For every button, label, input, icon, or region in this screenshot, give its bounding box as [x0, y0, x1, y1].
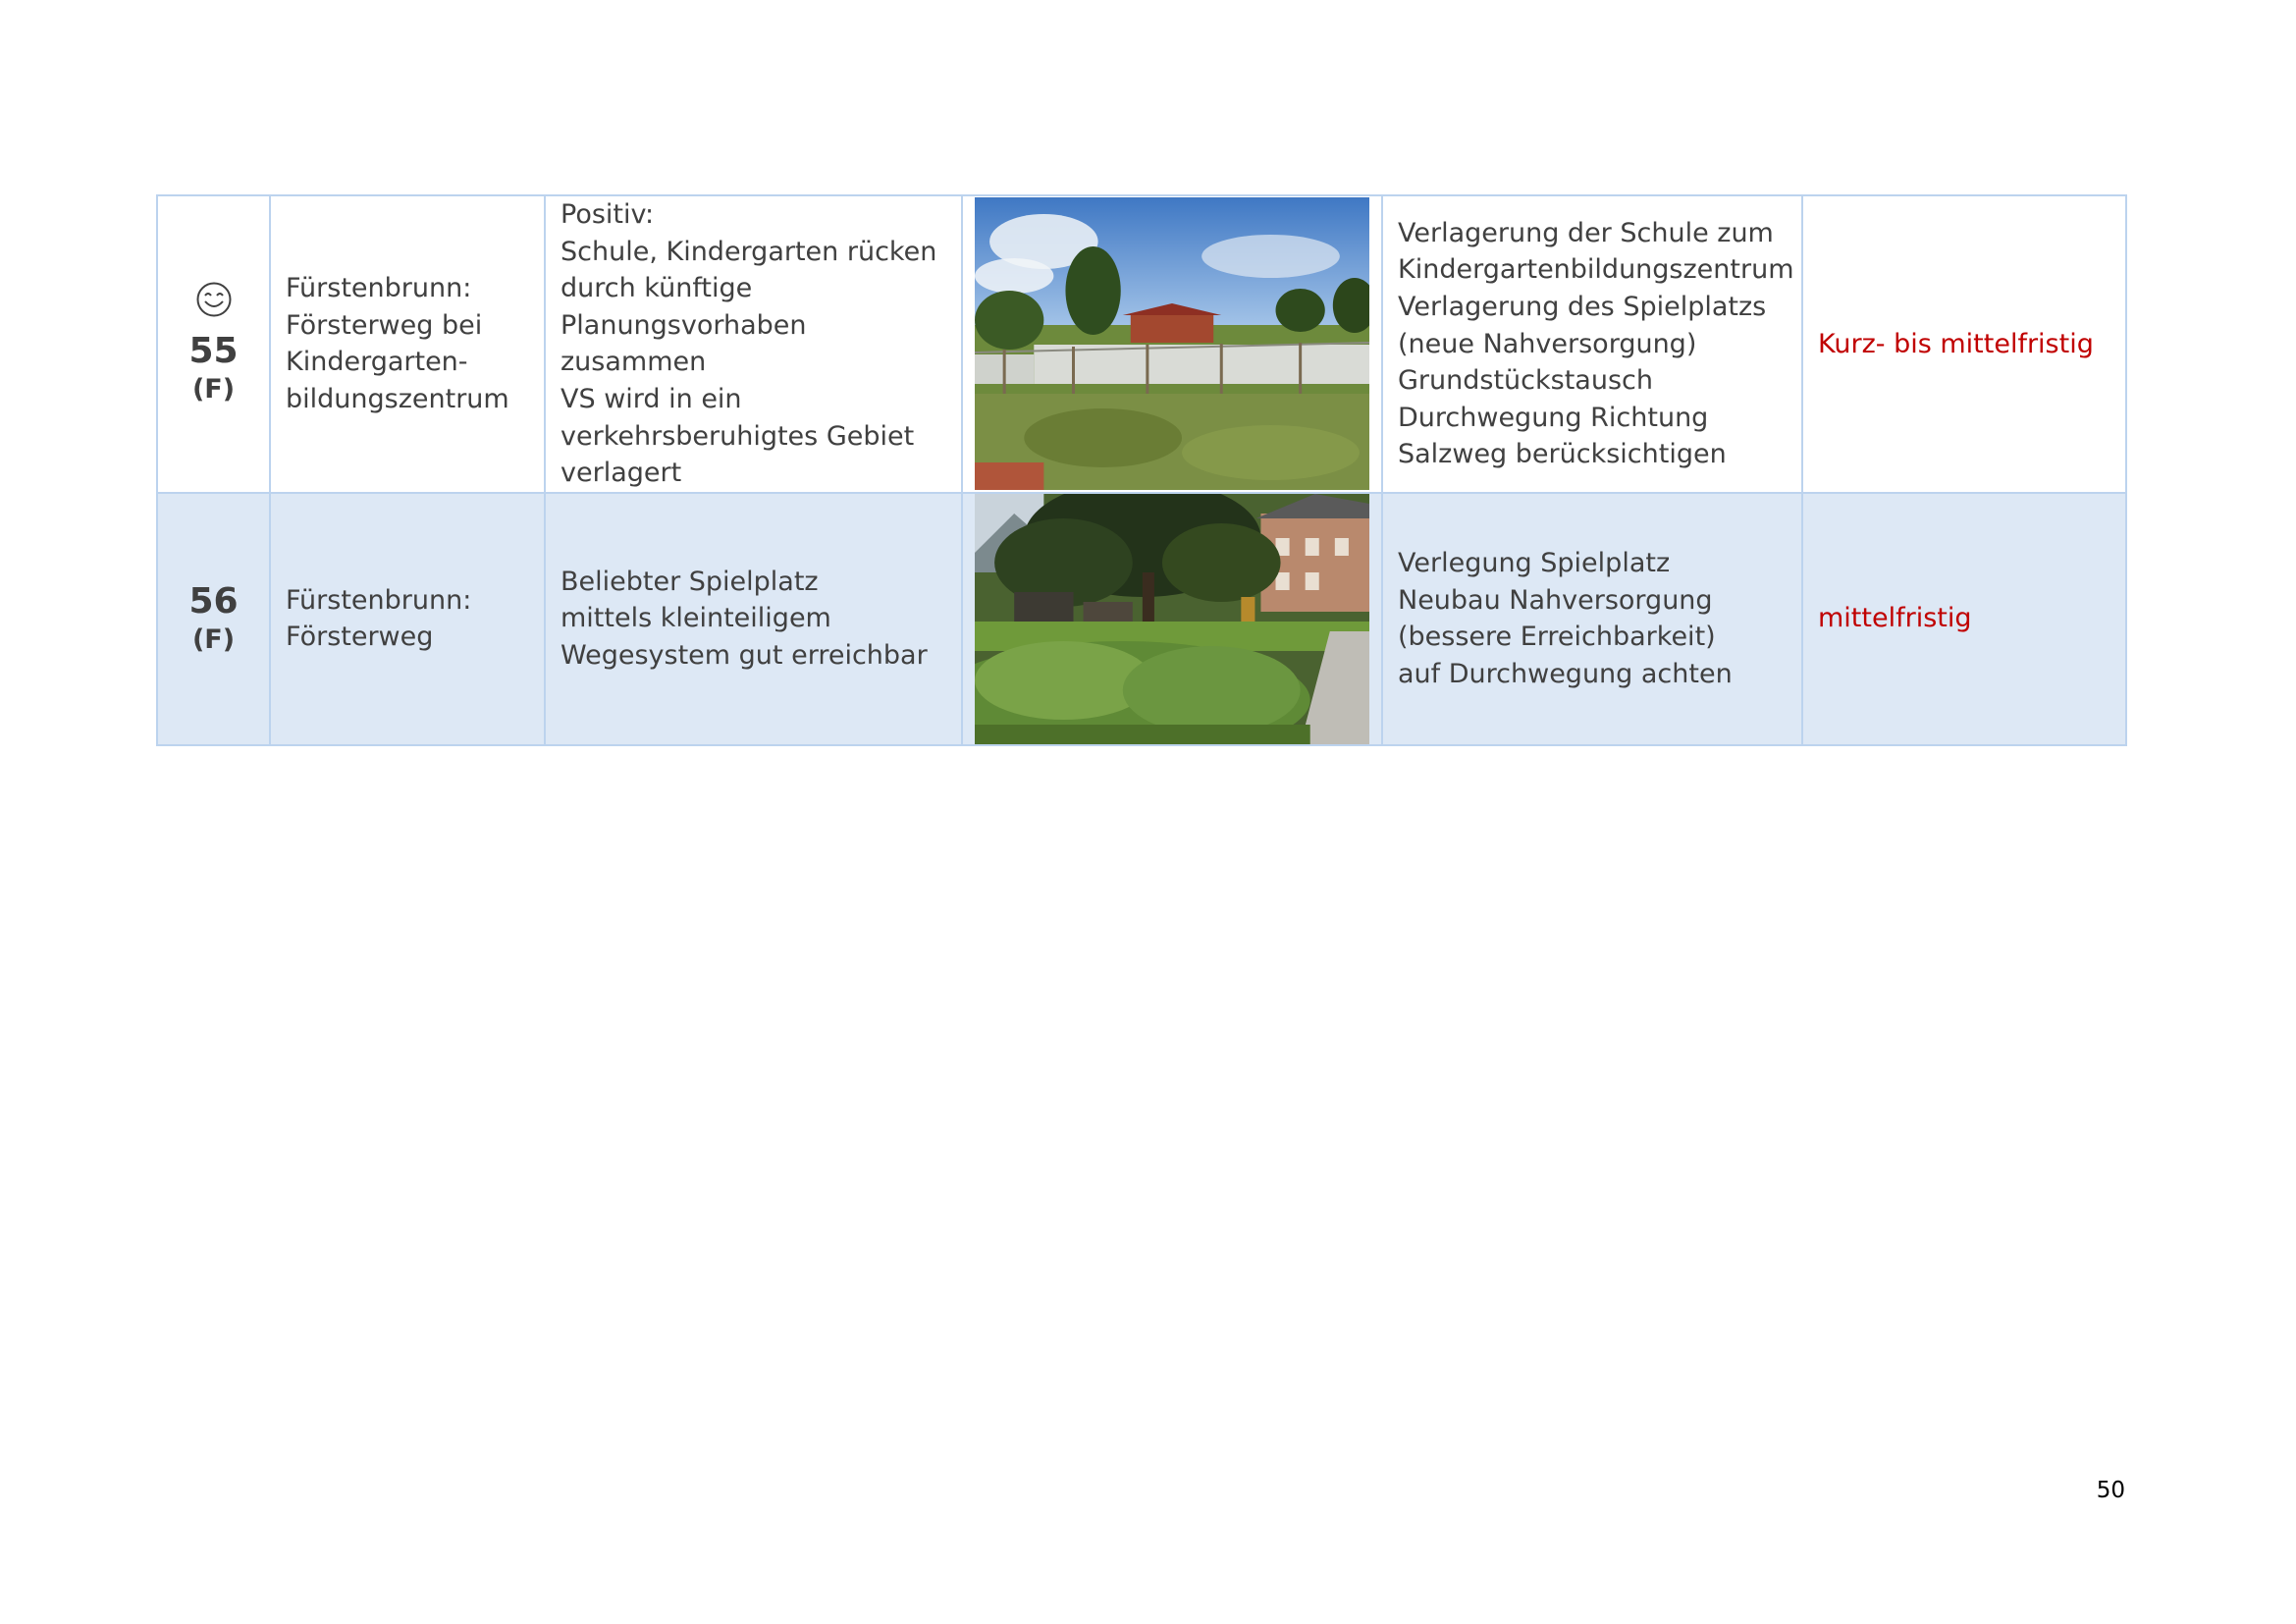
row-id-cell — [157, 493, 270, 745]
measure-line: Verlagerung der Schule zum — [1398, 217, 1774, 248]
measure-line: auf Durchwegung achten — [1398, 658, 1733, 689]
measure-line: Verlagerung des Spielplatzs — [1398, 291, 1767, 322]
location-line: Kindergarten- — [286, 347, 468, 378]
timeframe-label: mittelfristig — [1818, 603, 1972, 634]
assessment-line: mittels kleinteiligem — [561, 603, 831, 634]
table-row — [157, 493, 2126, 745]
assessment-line: Beliebter Spielplatz — [561, 566, 819, 597]
measure-line: Durchwegung Richtung — [1398, 402, 1709, 433]
measure-line: Salzweg berücksichtigen — [1398, 439, 1727, 470]
location-cell — [270, 195, 545, 493]
row-id-cell — [157, 195, 270, 493]
assessment-line: Schule, Kindergarten rücken — [561, 236, 937, 267]
assessment-line: VS wird in ein — [561, 383, 742, 414]
table-row — [157, 195, 2126, 493]
location-cell — [270, 493, 545, 745]
location-line: Fürstenbrunn: — [286, 273, 472, 304]
measure-line: (bessere Erreichbarkeit) — [1398, 622, 1716, 653]
timeframe-label: Kurz- bis mittelfristig — [1818, 328, 2094, 359]
measures-table — [156, 194, 2127, 746]
measure-line: Neubau Nahversorgung — [1398, 584, 1713, 616]
location-line: Försterweg bei — [286, 309, 483, 341]
smiling-face-icon — [195, 281, 233, 318]
row-number: 55 — [188, 331, 239, 372]
assessment-line: verkehrsberuhigtes Gebiet — [561, 420, 915, 452]
location-line: bildungszentrum — [286, 383, 509, 414]
photo-cell — [962, 493, 1382, 745]
photo-cell — [962, 195, 1382, 493]
assessment-line: Wegesystem gut erreichbar — [561, 640, 928, 672]
assessment-line: verlagert — [561, 458, 682, 489]
measure-line: (neue Nahversorgung) — [1398, 328, 1697, 359]
photo-meadow-with-fence-and-farmhouse — [975, 197, 1369, 490]
row-subcode: (F) — [191, 374, 236, 406]
measure-line: Kindergartenbildungszentrum — [1398, 254, 1794, 286]
measure-cell — [1382, 195, 1802, 493]
measure-cell — [1382, 493, 1802, 745]
location-line: Fürstenbrunn: — [286, 584, 472, 616]
measure-line: Grundstückstausch — [1398, 365, 1653, 397]
location-line: Försterweg — [286, 622, 434, 653]
assessment-cell — [545, 493, 962, 745]
photo-playground-with-hedge-and-building — [975, 494, 1369, 744]
measure-line: Verlegung Spielplatz — [1398, 548, 1671, 579]
assessment-line: durch künftige — [561, 273, 753, 304]
row-subcode: (F) — [191, 624, 236, 656]
assessment-line: Positiv: — [561, 199, 655, 230]
row-number: 56 — [188, 581, 239, 623]
assessment-cell — [545, 195, 962, 493]
page-number: 50 — [2096, 1478, 2125, 1503]
timeframe-cell — [1802, 195, 2126, 493]
assessment-line: Planungsvorhaben zusammen — [561, 309, 807, 378]
timeframe-cell — [1802, 493, 2126, 745]
